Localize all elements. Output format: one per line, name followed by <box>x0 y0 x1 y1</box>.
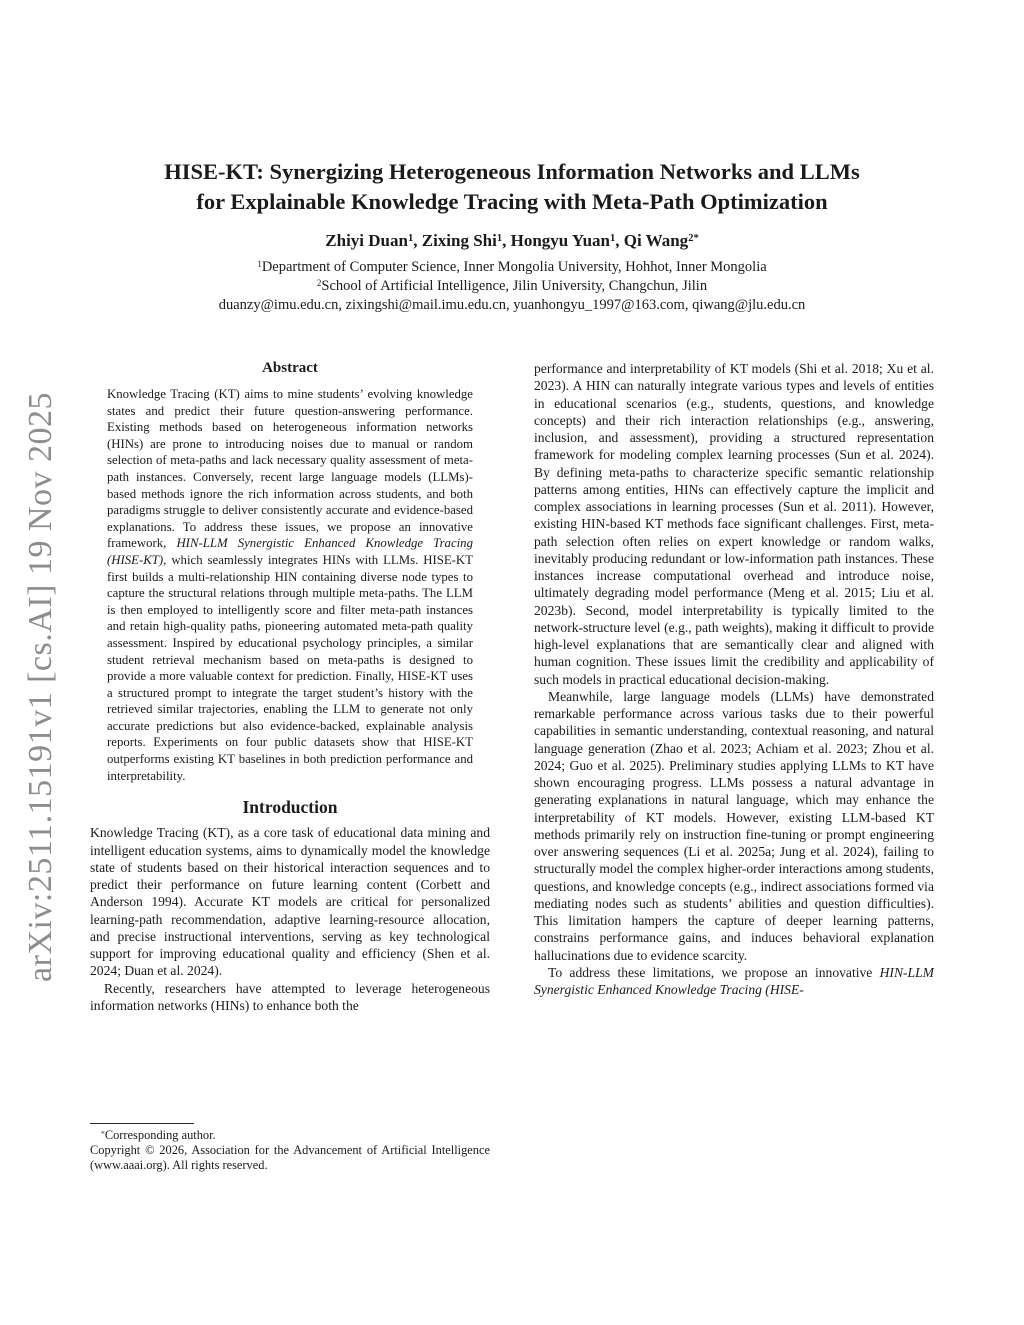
footnote <box>90 1123 490 1173</box>
right-paragraph-3: To address these limitations, we propose an innovative HIN-LLM Synergistic Enhanced Knowledge Tracing (HISE- <box>534 964 934 997</box>
paper-title-line-1: HISE-KT: Synergizing Heterogeneous Information Networks and LLMs <box>164 159 860 184</box>
right-column <box>534 360 934 998</box>
affiliation-1: $^1$Department of Computer Science, Inner Mongolia University, Hohhot, Inner Mongolia <box>257 258 767 275</box>
paper-header <box>0 157 1024 315</box>
intro-paragraph-1: Knowledge Tracing (KT), as a core task of educational data mining and intelligent education systems, aims to dynamically model the knowledge state of students based on their historical interaction sequences and to predict their performance on future learning content (Corbett and Anderson 1994). Accurate KT models are critical for personalized learning-path recommendation, adaptive learning-resource allocation, and precise instructional interventions, serving as key technological support for improving educational quality and efficiency (Shen et al. 2024; Duan et al. 2024). <box>90 825 490 979</box>
paper-title-line-2: for Explainable Knowledge Tracing with Meta-Path Optimization <box>196 188 828 214</box>
paper-title <box>0 157 1024 216</box>
right-paragraph-2: Meanwhile, large language models (LLMs) have demonstrated remarkable performance across various tasks due to their powerful capabilities in semantic understanding, contextual reasoning, and natural language generation (Zhao et al. 2023; Achiam et al. 2023; Zhou et al. 2024; Guo et al. 2025). Preliminary studies applying LLMs to KT have shown encouraging progress. LLMs possess a natural advantage in generating explanations in natural language, which may enhance the interpretability of KT models. However, existing LLM-based KT methods primarily rely on instruction fine-tuning or prompt engineering over answering sequences (Li et al. 2025a; Jung et al. 2024), failing to structurally model the complex higher-order interactions among students, questions, and knowledge concepts (e.g., indirect associations formed via mediating nodes such as students’ abilities and question difficulties). This limitation hampers the capture of deeper learning patterns, constrains performance gains, and induces behavioral explanation hallucinations due to evidence scarcity. <box>534 688 934 963</box>
footnote-rule <box>90 1123 194 1124</box>
arxiv-watermark: arXiv:2511.15191v1 [cs.AI] 19 Nov 2025 <box>22 392 59 982</box>
footnote-copyright: Copyright © 2026, Association for the Advancement of Artificial Intelligence (www.aaai.org). All rights reserved. <box>90 1143 490 1172</box>
affiliation-2: $^2$School of Artificial Intelligence, Jilin University, Changchun, Jilin <box>316 277 708 294</box>
footnote-corresponding-author: *Corresponding author. <box>101 1128 216 1142</box>
emails-line: duanzy@imu.edu.cn, zixingshi@mail.imu.edu.cn, yuanhongyu_1997@163.com, qiwang@jlu.edu.cn <box>218 297 806 313</box>
abstract-heading: Abstract <box>262 360 318 376</box>
abstract-text: Knowledge Tracing (KT) aims to mine students’ evolving knowledge states and predict their future question-answering performance. Existing methods based on heterogeneous information networks (HINs) are prone to introducing noises due to manual or random selection of meta-paths and lack necessary quality assessment of meta-path instances. Conversely, recent large language models (LLMs)-based methods ignore the rich information across students, and both paradigms struggle to deliver consistently accurate and evidence-based explanations. To address these issues, we propose an innovative framework, HIN-LLM Synergistic Enhanced Knowledge Tracing (HISE-KT), which seamlessly integrates HINs with LLMs. HISE-KT first builds a multi-relationship HIN containing diverse node types to capture the structural relations through multiple meta-paths. The LLM is then employed to intelligently score and filter meta-path instances and retain high-quality paths, pioneering automated meta-path quality assessment. Inspired by educational psychology principles, a similar student retrieval mechanism based on meta-paths is designed to provide a more valuable context for prediction. Finally, HISE-KT uses a structured prompt to integrate the target student’s history with the retrieved similar trajectories, enabling the LLM to generate not only accurate predictions but also evidence-backed, explainable analysis reports. Experiments on four public datasets show that HISE-KT outperforms existing KT baselines in both prediction performance and interpretability. <box>107 387 473 783</box>
introduction-heading: Introduction <box>242 797 338 818</box>
right-paragraph-1: performance and interpretability of KT models (Shi et al. 2018; Xu et al. 2023). A HIN can naturally integrate various types and levels of entities in educational scenarios (e.g., students, questions, and knowledge concepts) and their rich interaction relationships (e.g., answering, inclusion, and assessment), providing a structured representation framework for modeling complex learning processes (Sun et al. 2024). By defining meta-paths to characterize specific semantic relationship patterns among entities, HINs can effectively capture the implicit and complex associations in learning processes (Sun et al. 2011). However, existing HIN-based KT methods face significant challenges. First, meta-path selection often relies on expert knowledge or random walks, inevitably producing redundant or low-information path instances. These instances increase computational overhead and introduce noise, ultimately degrading model performance (Meng et al. 2015; Liu et al. 2023b). Second, model interpretability is typically limited to the network-structure level (e.g., path weights), making it difficult to provide high-level explanations that are semantically clear and aligned with human cognition. These issues limit the credibility and applicability of such models in practical educational decision-making. <box>534 361 934 687</box>
authors-line: Zhiyi Duan$^1$, Zixing Shi$^1$, Hongyu Yuan$^1$, Qi Wang$^{2*}$ <box>325 231 699 250</box>
left-column <box>90 360 490 1014</box>
affiliations-block <box>0 258 1024 315</box>
intro-paragraph-2: Recently, researchers have attempted to leverage heterogeneous information networks (HINs) to enhance both the <box>90 980 490 1013</box>
